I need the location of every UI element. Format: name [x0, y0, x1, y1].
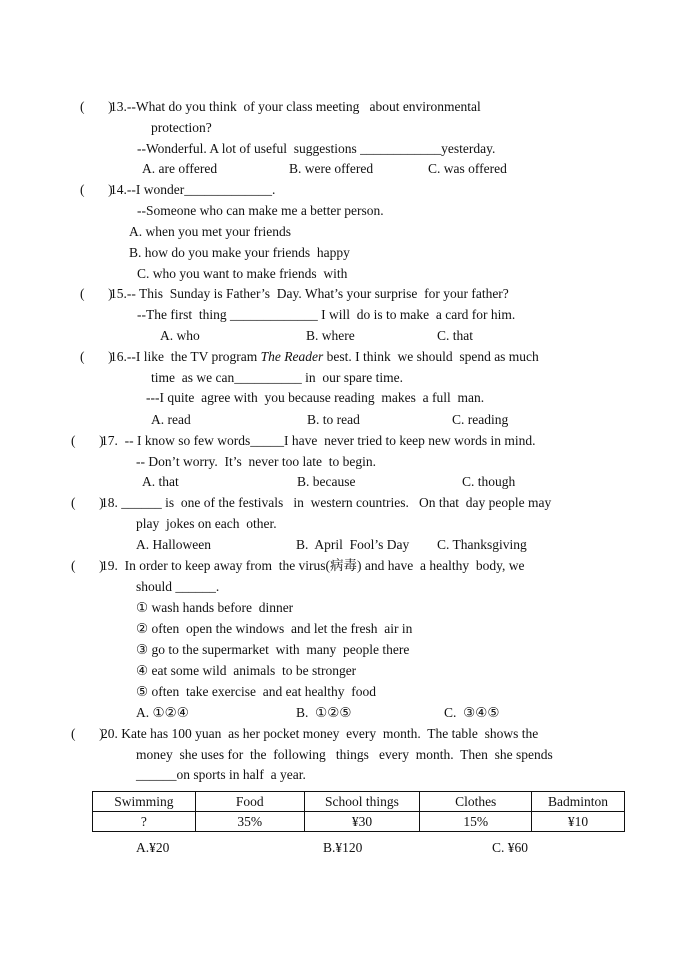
question-20-option-b: B.¥120: [323, 840, 363, 855]
table-header: Clothes: [420, 792, 532, 812]
answer-paren-17: ( ): [71, 433, 104, 448]
question-19-option-b: B. ①②⑤: [296, 705, 352, 720]
question-13-line-1: 13.--What do you think of your class meeting about environmental: [110, 99, 481, 114]
question-17-option-c: C. though: [462, 474, 516, 489]
question-13-option-c: C. was offered: [428, 161, 507, 176]
answer-paren-15: ( ): [80, 286, 113, 301]
question-16-option-a: A. read: [151, 412, 191, 427]
question-14-option-b: B. how do you make your friends happy: [129, 245, 350, 260]
table-cell: 35%: [195, 812, 304, 832]
question-16-line-3: ---I quite agree with you because reading makes a full man.: [146, 390, 485, 405]
question-14-option-c: C. who you want to make friends with: [137, 266, 348, 281]
question-16-line-1-a: 16.--I like the TV program: [110, 349, 258, 364]
question-14-line-1: 14.--I wonder_____________.: [110, 182, 276, 197]
question-19-item-3: ③ go to the supermarket with many people there: [136, 642, 410, 657]
question-20-line-1: 20. Kate has 100 yuan as her pocket money every month. The table shows the: [101, 726, 539, 741]
question-20-option-c: C. ¥60: [492, 840, 529, 855]
question-18-option-b: B. April Fool’s Day: [296, 537, 410, 552]
table-header-row: [93, 792, 625, 812]
question-20-line-3: ______on sports in half a year.: [136, 767, 306, 782]
answer-paren-13: ( ): [80, 99, 113, 114]
table-header: Food: [195, 792, 304, 812]
question-13-option-a: A. are offered: [142, 161, 218, 176]
table-cell: ¥30: [304, 812, 420, 832]
question-15-option-a: A. who: [160, 328, 200, 343]
question-15-line-1: 15.-- This Sunday is Father’s Day. What’s your surprise for your father?: [110, 286, 509, 301]
pocket-money-table: [92, 791, 625, 832]
answer-paren-20: ( ): [71, 726, 104, 741]
table-cell: ¥10: [532, 812, 625, 832]
table-header: Swimming: [93, 792, 196, 812]
answer-paren-16: ( ): [80, 349, 113, 364]
table-header: Badminton: [532, 792, 625, 812]
table-row: [93, 812, 625, 832]
question-19-item-2: ② often open the windows and let the fresh air in: [136, 621, 413, 636]
table-cell: 15%: [420, 812, 532, 832]
question-13-line-3: --Wonderful. A lot of useful suggestions ____________yesterday.: [137, 141, 496, 156]
question-17-line-2: -- Don’t worry. It’s never too late to begin.: [136, 454, 376, 469]
question-17-line-1: 17. -- I know so few words_____I have never tried to keep new words in mind.: [101, 433, 536, 448]
question-18-option-c: C. Thanksgiving: [437, 537, 527, 552]
question-16-line-1-b: best. I think we should spend as much: [323, 349, 539, 364]
question-18-line-1: 18. ______ is one of the festivals in western countries. On that day people may: [101, 495, 552, 510]
answer-paren-19: ( ): [71, 558, 104, 573]
question-17-option-a: A. that: [142, 474, 179, 489]
question-19-option-c: C. ③④⑤: [444, 705, 500, 720]
table-header: School things: [304, 792, 420, 812]
program-title: The Reader: [260, 349, 324, 364]
question-15-line-2: --The first thing _____________ I will do is to make a card for him.: [137, 307, 516, 322]
question-16-line-2: time as we can__________ in our spare time.: [151, 370, 403, 385]
question-14-option-a: A. when you met your friends: [129, 224, 291, 239]
question-18-option-a: A. Halloween: [136, 537, 211, 552]
question-19-option-a: A. ①②④: [136, 705, 189, 720]
question-19-item-1: ① wash hands before dinner: [136, 600, 294, 615]
question-20-option-a: A.¥20: [136, 840, 170, 855]
question-20-line-2: money she uses for the following things every month. Then she spends: [136, 747, 553, 762]
question-15-option-b: B. where: [306, 328, 355, 343]
answer-paren-18: ( ): [71, 495, 104, 510]
question-19-item-5: ⑤ often take exercise and eat healthy food: [136, 684, 377, 699]
question-18-line-2: play jokes on each other.: [136, 516, 277, 531]
question-14-line-2: --Someone who can make me a better person.: [137, 203, 384, 218]
question-16-line-1: [110, 349, 539, 365]
table-cell: ?: [93, 812, 196, 832]
question-16-option-b: B. to read: [307, 412, 360, 427]
question-13-line-2: protection?: [151, 120, 212, 135]
question-13-option-b: B. were offered: [289, 161, 374, 176]
question-15-option-c: C. that: [437, 328, 473, 343]
question-17-option-b: B. because: [297, 474, 356, 489]
question-19-item-4: ④ eat some wild animals to be stronger: [136, 663, 357, 678]
answer-paren-14: ( ): [80, 182, 113, 197]
question-19-line-1: 19. In order to keep away from the virus(病毒) and have a healthy body, we: [101, 558, 525, 573]
question-19-line-2: should ______.: [136, 579, 220, 594]
question-16-option-c: C. reading: [452, 412, 509, 427]
